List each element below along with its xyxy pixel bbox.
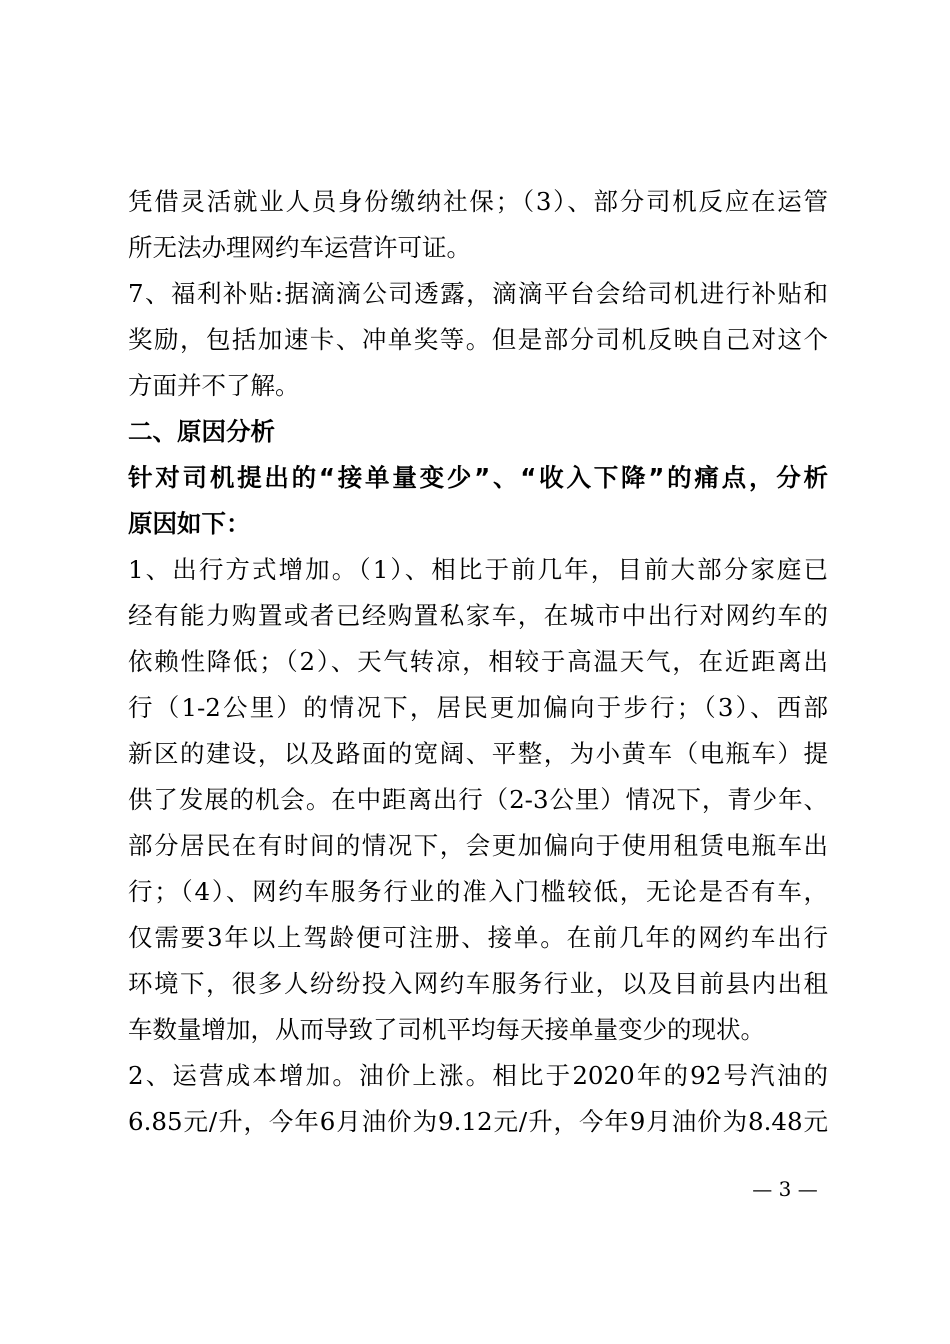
- paragraph-line: 经有能力购置或者已经购置私家车，在城市中出行对网约车的: [128, 601, 828, 630]
- paragraph-line: 凭借灵活就业人员身份缴纳社保；（3）、部分司机反应在运管: [128, 187, 828, 216]
- paragraph-line: 行；（4）、网约车服务行业的准入门槛较低，无论是否有车，: [128, 877, 828, 906]
- page-number: — 3 —: [752, 1177, 818, 1201]
- paragraph-line: 7、福利补贴:据滴滴公司透露，滴滴平台会给司机进行补贴和: [128, 279, 828, 308]
- paragraph-line: 车数量增加，从而导致了司机平均每天接单量变少的现状。: [128, 1015, 765, 1044]
- paragraph-line: 奖励，包括加速卡、冲单奖等。但是部分司机反映自己对这个: [128, 325, 828, 354]
- paragraph-line: 行（1-2公里）的情况下，居民更加偏向于步行；（3）、西部: [128, 693, 828, 722]
- bold-paragraph-line: 原因如下：: [128, 509, 251, 538]
- paragraph-line: 2、运营成本增加。油价上涨。相比于2020年的92号汽油的: [128, 1061, 828, 1090]
- paragraph-line: 6.85元/升，今年6月油价为9.12元/升，今年9月油价为8.48元: [128, 1107, 828, 1136]
- paragraph-line: 方面并不了解。: [128, 371, 300, 400]
- paragraph-line: 所无法办理网约车运营许可证。: [128, 233, 471, 262]
- paragraph-line: 仅需要3年以上驾龄便可注册、接单。在前几年的网约车出行: [128, 923, 828, 952]
- section-heading: 二、原因分析: [128, 417, 275, 446]
- bold-paragraph-line: 针对司机提出的“接单量变少”、“收入下降”的痛点，分析: [128, 463, 828, 492]
- paragraph-line: 1、出行方式增加。（1）、相比于前几年，目前大部分家庭已: [128, 555, 828, 584]
- paragraph-line: 依赖性降低；（2）、天气转凉，相较于高温天气，在近距离出: [128, 647, 828, 676]
- paragraph-line: 新区的建设，以及路面的宽阔、平整，为小黄车（电瓶车）提: [128, 739, 828, 768]
- paragraph-line: 供了发展的机会。在中距离出行（2-3公里）情况下，青少年、: [128, 785, 828, 814]
- paragraph-line: 环境下，很多人纷纷投入网约车服务行业，以及目前县内出租: [128, 969, 828, 998]
- paragraph-line: 部分居民在有时间的情况下，会更加偏向于使用租赁电瓶车出: [128, 831, 828, 860]
